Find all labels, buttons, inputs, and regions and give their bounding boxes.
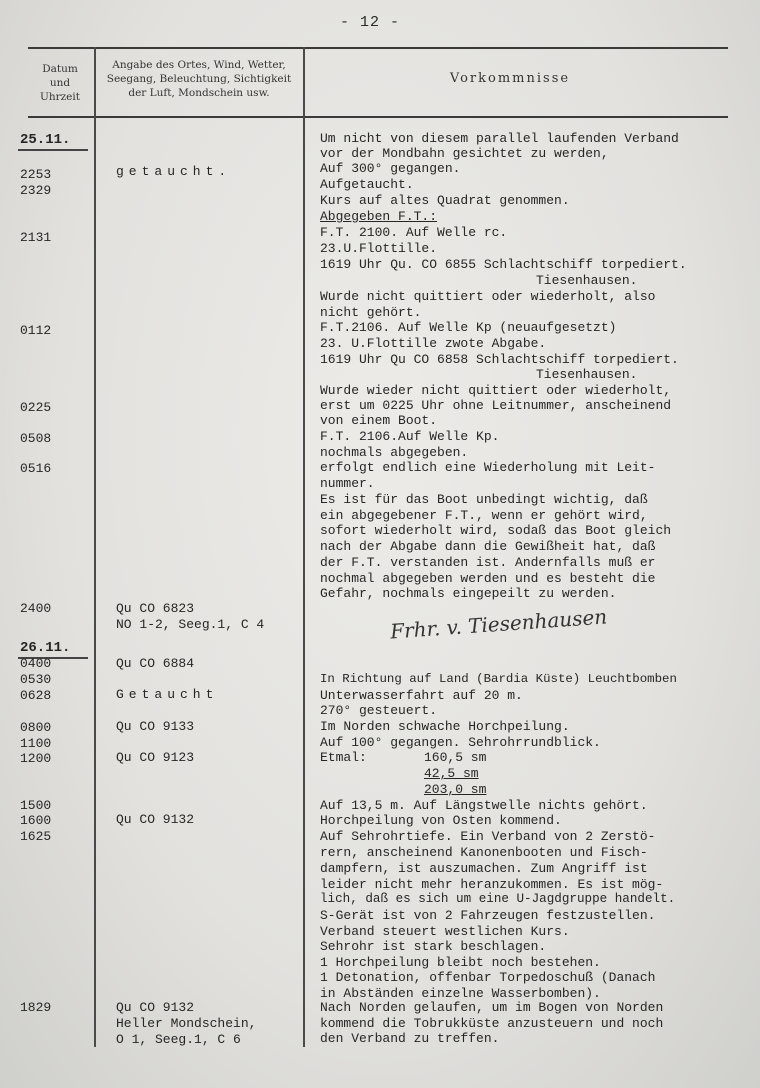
time-2329: 2329 — [20, 183, 52, 198]
log-line: Unterwasserfahrt auf 20 m. — [320, 688, 523, 703]
log-line: In Richtung auf Land (Bardia Küste) Leuchtbomben — [320, 672, 677, 686]
log-line: Tiesenhausen. — [536, 273, 638, 288]
log-line: Um nicht von diesem parallel laufenden Verband — [320, 131, 679, 146]
time-0400: 0400 — [20, 656, 52, 671]
log-line: Tiesenhausen. — [536, 367, 638, 382]
time-0516: 0516 — [20, 461, 52, 476]
log-line: kommend die Tobrukküste anzusteuern und noch — [320, 1016, 664, 1031]
position-0400: Qu CO 6884 — [116, 656, 195, 671]
time-1625: 1625 — [20, 829, 52, 844]
time-1600: 1600 — [20, 813, 52, 828]
time-0800: 0800 — [20, 720, 52, 735]
date-26-11: 26.11. — [20, 640, 71, 656]
log-line: Nach Norden gelaufen, um im Bogen von Norden — [320, 1000, 664, 1015]
log-line: Verband steuert westlichen Kurs. — [320, 924, 570, 939]
log-line: Sehrohr ist stark beschlagen. — [320, 939, 547, 954]
time-1100: 1100 — [20, 736, 52, 751]
log-line: Kurs auf altes Quadrat genommen. — [320, 193, 570, 208]
time-0628: 0628 — [20, 688, 52, 703]
log-line: erfolgt endlich eine Wiederholung mit Leit- — [320, 460, 656, 475]
log-line: lich, daß es sich um eine U-Jagdgruppe handelt. — [320, 892, 676, 906]
log-line: rern, anscheinend Kanonenbooten und Fisch- — [320, 845, 648, 860]
signature: Frhr. v. Tiesenhausen — [389, 604, 608, 644]
log-line: den Verband zu treffen. — [320, 1031, 500, 1046]
top-rule — [28, 47, 728, 49]
log-line: F.T. 2100. Auf Welle rc. — [320, 225, 508, 240]
log-line: sofort wiederholt wird, sodaß das Boot gleich — [320, 523, 672, 538]
log-line: Wurde wieder nicht quittiert oder wiederholt, — [320, 383, 672, 398]
log-line: leider nicht mehr heranzukommen. Es ist mög- — [320, 877, 664, 892]
position-1600: Qu CO 9132 — [116, 812, 195, 827]
log-line: Abgegeben F.T.: — [320, 209, 438, 224]
header-datum: Datum und Uhrzeit — [40, 63, 80, 103]
log-line: 23.U.Flottille. — [320, 241, 438, 256]
time-0112: 0112 — [20, 323, 52, 338]
log-line: Auf Sehrohrtiefe. Ein Verband von 2 Zerstö- — [320, 829, 656, 844]
date-25-11: 25.11. — [20, 132, 71, 148]
log-line: Aufgetaucht. — [320, 177, 414, 192]
header-angabe: Angabe des Ortes, Wind, Wetter, Seegang, Beleuchtung, Sichtigkeit der Luft, Mondschein usw. — [106, 59, 292, 99]
log-line: Im Norden schwache Horchpeilung. — [320, 719, 570, 734]
time-1500: 1500 — [20, 798, 52, 813]
position-2400: Qu CO 6823 — [116, 601, 195, 616]
time-1200: 1200 — [20, 751, 52, 766]
weather-2400: NO 1-2, Seeg.1, C 4 — [116, 617, 265, 632]
log-line: dampfern, ist auszumachen. Zum Angriff ist — [320, 861, 648, 876]
log-line: Auf 300° gegangen. — [320, 161, 461, 176]
time-0508: 0508 — [20, 431, 52, 446]
log-line: 1 Horchpeilung bleibt noch bestehen. — [320, 955, 601, 970]
column-divider-1 — [94, 47, 96, 1047]
log-line: 1 Detonation, offenbar Torpedoschuß (Danach — [320, 970, 656, 985]
column-divider-2 — [303, 47, 305, 1047]
time-2253: 2253 — [20, 167, 52, 182]
etmal-total: 203,0 sm — [424, 782, 487, 797]
log-line: 1619 Uhr Qu. CO 6855 Schlachtschiff torpediert. — [320, 257, 687, 272]
log-line: nochmals abgegeben. — [320, 445, 469, 460]
log-line: Auf 13,5 m. Auf Längstwelle nichts gehört. — [320, 798, 648, 813]
log-line: nummer. — [320, 476, 375, 491]
time-0225: 0225 — [20, 400, 52, 415]
log-line: nach der Abgabe dann die Gewißheit hat, daß — [320, 539, 656, 554]
log-line: F.T.2106. Auf Welle Kp (neuaufgesetzt) — [320, 320, 617, 335]
log-line: 23. U.Flottille zwote Abgabe. — [320, 336, 547, 351]
position-1829: Qu CO 9132 — [116, 1000, 195, 1015]
log-line: erst um 0225 Uhr ohne Leitnummer, anscheinend — [320, 398, 672, 413]
time-0530: 0530 — [20, 672, 52, 687]
log-line: von einem Boot. — [320, 413, 438, 428]
log-line: Auf 100° gegangen. Sehrohrrundblick. — [320, 735, 601, 750]
position-0628: Getaucht — [116, 687, 219, 702]
log-line: Wurde nicht quittiert oder wiederholt, also — [320, 289, 656, 304]
log-line: nochmal abgegeben werden und es besteht die — [320, 571, 656, 586]
header-vorkommnisse: Vorkommnisse — [449, 71, 571, 86]
log-line: 1619 Uhr Qu CO 6858 Schlachtschiff torpediert. — [320, 352, 679, 367]
log-line: F.T. 2106.Auf Welle Kp. — [320, 429, 500, 444]
log-line: vor der Mondbahn gesichtet zu werden, — [320, 146, 609, 161]
etmal-value: 160,5 sm — [424, 750, 487, 765]
date-underline — [18, 149, 88, 151]
time-2131: 2131 — [20, 230, 52, 245]
time-2400: 2400 — [20, 601, 52, 616]
position-0800: Qu CO 9133 — [116, 719, 195, 734]
weather-1829: Heller Mondschein, — [116, 1016, 257, 1031]
position-2253: getaucht. — [116, 164, 232, 179]
log-line: der F.T. verstanden ist. Andernfalls muß er — [320, 555, 656, 570]
log-line: ein abgegebener F.T., wenn er gehört wird, — [320, 508, 648, 523]
header-rule — [28, 116, 728, 118]
log-line: Gefahr, nochmals eingepeilt zu werden. — [320, 586, 617, 601]
log-line: nicht gehört. — [320, 305, 422, 320]
time-1829: 1829 — [20, 1000, 52, 1015]
log-line: Es ist für das Boot unbedingt wichtig, daß — [320, 492, 648, 507]
log-line: S-Gerät ist von 2 Fahrzeugen festzustellen. — [320, 908, 656, 923]
weather-1829-sea: O 1, Seeg.1, C 6 — [116, 1032, 241, 1047]
log-line: Etmal: — [320, 750, 367, 765]
page-number: - 12 - — [340, 14, 401, 31]
log-line: 270° gesteuert. — [320, 703, 438, 718]
log-line: in Abständen einzelne Wasserbomben). — [320, 986, 601, 1001]
etmal-value: 42,5 sm — [424, 766, 479, 781]
position-1200: Qu CO 9123 — [116, 750, 195, 765]
log-line: Horchpeilung von Osten kommend. — [320, 813, 562, 828]
